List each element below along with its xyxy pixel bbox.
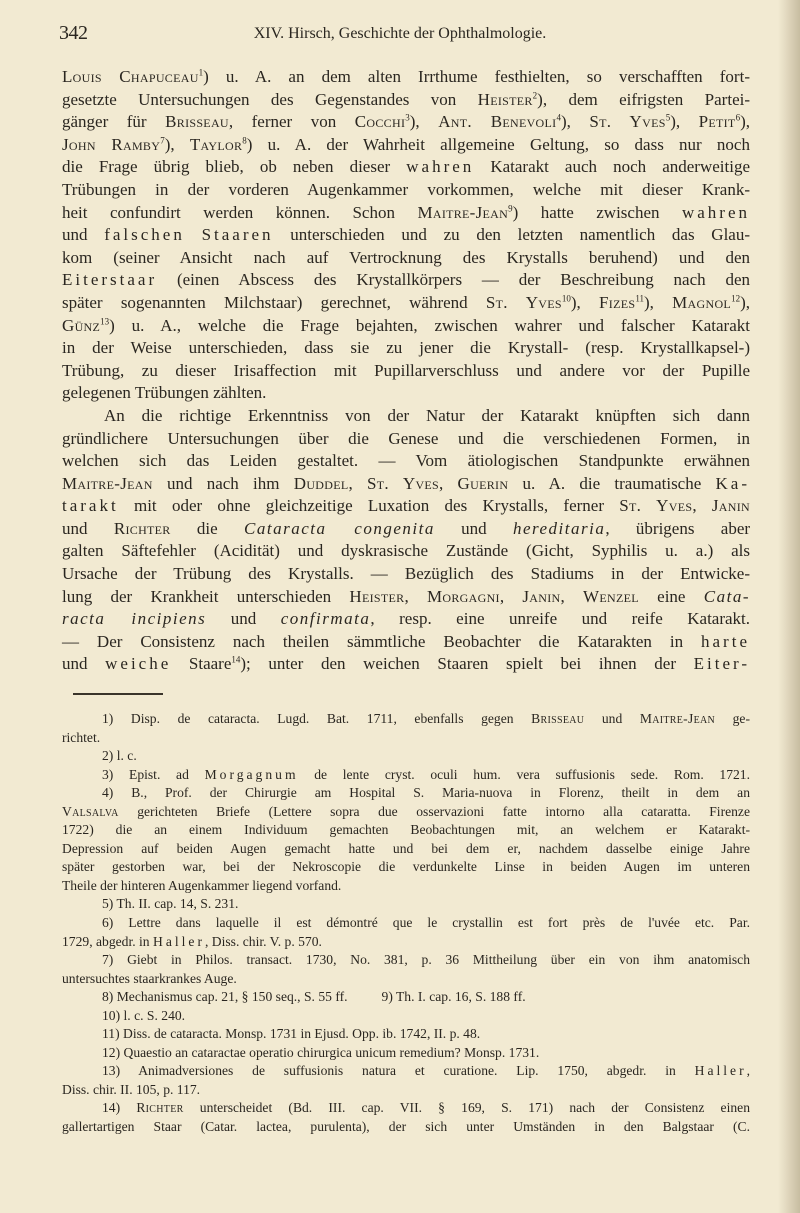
- footnote-separator: [73, 693, 163, 695]
- body-line: [62, 428, 750, 451]
- footnote-ref: 4: [556, 112, 561, 123]
- body-line: [62, 653, 750, 676]
- author-name: Brisseau: [531, 711, 585, 726]
- text-run: ),: [644, 292, 673, 312]
- footnote-line: [62, 803, 750, 822]
- footnote-ref: 9: [508, 202, 513, 213]
- author-name: Richter: [113, 518, 171, 538]
- text-run: Ka-: [715, 473, 751, 493]
- text-run: ) u. A., welche die Frage bejahten, zwischen wahrer und falscher Katarakt: [109, 315, 750, 335]
- footnote-line: [62, 710, 750, 729]
- body-line: [62, 179, 750, 202]
- text-run: 1) Disp. de cataracta. Lugd. Bat. 1711, ebenfalls gegen: [102, 711, 532, 726]
- text-run: untersuchtes staarkrankes Auge.: [62, 970, 237, 986]
- body-line: [62, 360, 750, 383]
- body-line: [62, 247, 750, 270]
- body-line: [62, 111, 750, 134]
- author-name: St. Yves: [619, 496, 693, 516]
- body-line: [62, 586, 750, 609]
- body-line: [62, 269, 750, 292]
- text-run: 13) Animadversiones de suffusionis natura et curatione. Lip. 1750, abgedr. in: [102, 1063, 695, 1079]
- body-line: [62, 608, 750, 631]
- text-run: welchen sich das Leiden gestaltet. — Vom ätiologischen Standpunkte erwähnen: [62, 451, 750, 471]
- text-run: später gestorben war, bei der Nekroscopie die verdunkelte Linse in beiden Augen im unteren: [62, 859, 750, 875]
- text-run: und: [206, 609, 281, 629]
- footnote-line: [62, 914, 750, 933]
- text-run: ),: [409, 112, 439, 132]
- text-run: ) u. A. der Wahrheit allgemeine Geltung, so dass nur noch: [246, 134, 750, 154]
- text-run: Eiterstaar: [62, 270, 158, 290]
- text-run: gallertartigen Staar (Catar. lactea, purulenta), der sich unter Umständen in den Balgstaar (C.: [62, 1119, 750, 1135]
- text-run: Theile der hinteren Augenkammer liegend vorfand.: [62, 877, 342, 893]
- text-run: und: [62, 518, 114, 538]
- text-run: ),: [164, 134, 190, 154]
- text-run: unterscheidet (Bd. III. cap. VII. § 169, S. 171) nach der Consistenz einen: [183, 1100, 750, 1116]
- author-name: Petit: [698, 112, 736, 132]
- text-run: confirmata: [280, 609, 371, 629]
- text-run: und: [434, 518, 513, 538]
- text-run: ),: [670, 112, 699, 132]
- author-name: Janin: [522, 586, 561, 606]
- author-name: Cocchi: [354, 112, 406, 132]
- footnote-line: [62, 840, 750, 859]
- text-run: 4) B., Prof. der Chirurgie am Hospital S. Maria-nuova in Florenz, theilt in dem an: [102, 785, 750, 801]
- footnote-ref: 11: [635, 293, 644, 304]
- body-line: [62, 631, 750, 654]
- footnote-line: [62, 988, 750, 1007]
- body-line: [62, 495, 750, 518]
- author-name: Heister: [349, 586, 405, 606]
- text-run: 10) l. c. S. 240.: [102, 1007, 186, 1023]
- text-run: unterschieden und zu den letzten namentlich das Glau-: [273, 225, 750, 245]
- text-run: falschen: [104, 225, 185, 245]
- running-title: XIV. Hirsch, Geschichte der Ophthalmologie.: [253, 25, 547, 42]
- footnote-line: [62, 1118, 750, 1137]
- text-run: wahren: [681, 202, 750, 222]
- footnote-ref: 12: [731, 293, 741, 304]
- text-run: Staare: [171, 654, 232, 674]
- text-run: Haller: [153, 933, 205, 949]
- footnote-line: [62, 1025, 750, 1044]
- text-run: [185, 225, 202, 244]
- author-name: Valsalva: [62, 803, 119, 819]
- text-run: Cataracta congenita: [244, 518, 435, 538]
- footnote-line: [62, 784, 750, 803]
- text-run: gesetzte Untersuchungen des Gegenstandes von: [62, 89, 478, 109]
- text-run: kom (seiner Ansicht nach auf Vertrocknung des Krystalls beruhend) und den: [62, 247, 750, 267]
- text-run: und: [62, 654, 106, 674]
- text-run: 8) Mechanismus cap. 21, § 150 seq., S. 55 ff.: [102, 989, 348, 1005]
- footnote-line: [62, 747, 750, 766]
- text-run: , Diss. chir. V. p. 570.: [204, 933, 322, 949]
- author-name: Maitre-Jean: [639, 711, 716, 726]
- text-run: 11) Diss. de cataracta. Monsp. 1731 in Ejusd. Opp. ib. 1742, II. p. 48.: [102, 1026, 481, 1042]
- text-run: 5) Th. II. cap. 14, S. 231.: [102, 896, 239, 912]
- footnote-line: [62, 1099, 750, 1118]
- body-line: [62, 66, 750, 89]
- author-name: Duddel: [293, 473, 349, 493]
- text-run: richtet.: [62, 729, 101, 745]
- page-edge-shadow: [778, 0, 800, 1213]
- text-run: ) hatte zwischen: [512, 202, 682, 222]
- author-name: Ant. Benevoli: [438, 112, 557, 132]
- text-run: ,: [560, 586, 584, 606]
- text-run: ); unter den weichen Staaren spielt bei ihnen der: [240, 654, 694, 674]
- footnote-line: [62, 1044, 750, 1063]
- author-name: St. Yves: [485, 292, 562, 312]
- footnote-ref: 13: [100, 315, 110, 326]
- author-name: Brisseau: [165, 112, 229, 132]
- text-run: gelegenen Trübungen zählten.: [62, 383, 267, 403]
- body-line: [62, 382, 750, 405]
- body-line: [62, 292, 750, 315]
- text-run: Cata-: [703, 586, 750, 606]
- body-text: [62, 66, 750, 676]
- footnote-line: [62, 877, 750, 896]
- body-line: [62, 156, 750, 179]
- text-run: u. A. die traumatische: [508, 473, 716, 493]
- text-run: ) u. A. an dem alten Irrthume festhielten, so verschafften fort-: [203, 67, 750, 86]
- footnote-line: [62, 1007, 750, 1026]
- body-line: [62, 337, 750, 360]
- text-run: 3) Epist. ad: [102, 766, 205, 782]
- text-run: Diss. chir. II. 105, p. 117.: [62, 1081, 201, 1097]
- footnote-ref: 10: [561, 293, 571, 304]
- text-run: , übrigens aber: [605, 518, 751, 538]
- text-run: wahren: [406, 157, 475, 177]
- text-run: ,: [499, 586, 523, 606]
- text-run: tarakt: [62, 496, 119, 516]
- footnote-line: [62, 1062, 750, 1081]
- text-run: Ursache der Trübung des Krystalls. — Bezüglich des Stadiums in der Entwicke-: [62, 564, 750, 584]
- text-run: ),: [740, 112, 750, 132]
- footnote-line: [62, 729, 750, 748]
- author-name: St. Yves: [589, 112, 666, 132]
- body-line: [62, 224, 750, 247]
- footnote-line: [62, 1081, 750, 1100]
- footnote-ref: 6: [735, 112, 741, 123]
- text-run: die Frage übrig blieb, ob neben dieser: [62, 157, 407, 177]
- text-run: und: [584, 711, 640, 726]
- author-name: Magnol: [672, 292, 732, 312]
- text-run: ,: [746, 1063, 750, 1079]
- text-run: gänger für: [62, 112, 166, 132]
- author-name: Heister: [477, 89, 533, 109]
- footnote-line: [62, 895, 750, 914]
- text-run: Haller: [694, 1063, 747, 1079]
- author-name: Taylor: [189, 134, 243, 154]
- text-run: 1722) die an einem Individuum gemachten Beobachtungen mit, an welchem er Katarakt-: [62, 822, 750, 838]
- text-run: racta incipiens: [62, 609, 207, 629]
- footnote-ref: 8: [242, 135, 247, 146]
- footnote-line: [62, 970, 750, 989]
- text-run: Morgagnum: [204, 766, 299, 782]
- text-run: Depression auf beiden Augen gemacht hatte und bei dem er, nachdem dasselbe einige Jahre: [62, 840, 750, 856]
- footnote-line: [62, 821, 750, 840]
- page-number: 342: [59, 22, 88, 44]
- body-line: [62, 518, 750, 541]
- text-run: ge-: [715, 711, 750, 726]
- text-run: eine: [638, 586, 704, 606]
- text-run: heit confundirt werden können. Schon: [62, 202, 418, 222]
- footnotes: [62, 710, 750, 1137]
- body-line: [62, 450, 750, 473]
- text-run: lung der Krankheit unterschieden: [62, 586, 350, 606]
- text-run: (einen Abscess des Krystallkörpers — der Beschreibung nach den: [157, 270, 750, 290]
- text-run: galten Säftefehler (Acidität) und dyskrasische Zustände (Gicht, Syphilis u. a.) als: [62, 541, 750, 561]
- text-run: Staaren: [201, 225, 274, 245]
- body-line: [62, 473, 750, 496]
- body-line: [62, 202, 750, 225]
- author-name: Wenzel: [583, 586, 639, 606]
- text-run: hereditaria: [512, 518, 606, 538]
- author-name: Günz: [62, 315, 101, 335]
- author-name: Richter: [136, 1100, 184, 1116]
- body-line: [62, 540, 750, 563]
- text-run: ,: [692, 496, 712, 516]
- text-run: gründlichere Untersuchungen über die Genese und die verschiedenen Formen, in: [62, 428, 750, 448]
- footnote-ref: 1: [198, 67, 204, 78]
- text-run: ), dem eifrigsten Partei-: [537, 89, 750, 109]
- body-line: [62, 405, 750, 428]
- text-run: Trübungen in der vorderen Augenkammer vorkommen, welche mit dieser Krank-: [62, 179, 750, 199]
- body-line: [62, 315, 750, 338]
- text-run: und: [62, 225, 105, 245]
- text-run: gerichteten Briefe (Lettere sopra due osservazioni fatte intorno alla cataratta. Firenze: [118, 803, 750, 819]
- footnote-ref: 14: [231, 654, 241, 665]
- text-run: 6) Lettre dans laquelle il est démontré que le crystallin est fort près de l'uvée etc. Par.: [102, 915, 750, 931]
- text-run: de lente cryst. oculi hum. vera suffusionis sede. Rom. 1721.: [298, 766, 750, 782]
- text-run: 9) Th. I. cap. 16, S. 188 ff.: [347, 989, 526, 1005]
- footnote-line: [62, 951, 750, 970]
- text-run: ),: [740, 292, 750, 312]
- author-name: Maitre-Jean: [417, 202, 509, 222]
- text-run: 1729, abgedr. in: [62, 933, 153, 949]
- author-name: Maitre-Jean: [62, 473, 153, 493]
- text-run: — Der Consistenz nach theilen sämmtliche Beobachter die Katarakten in: [62, 631, 702, 651]
- text-run: später sogenannten Milchstaar) gerechnet, während: [62, 292, 486, 312]
- text-run: die: [170, 518, 245, 538]
- author-name: Morgagni: [427, 586, 500, 606]
- text-run: weiche: [105, 654, 172, 674]
- footnote-line: [62, 858, 750, 877]
- text-run: in der Weise unterschieden, dass sie zu jener die Krystall- (resp. Krystallkapsel-): [62, 338, 750, 358]
- text-run: 2) l. c.: [102, 748, 137, 764]
- text-run: ),: [570, 292, 600, 312]
- author-name: Guerin: [457, 473, 509, 493]
- text-run: 12) Quaestio an cataractae operatio chirurgica unicum remedium? Monsp. 1731.: [102, 1044, 540, 1060]
- footnote-ref: 2: [532, 89, 538, 100]
- author-name: Fizes: [599, 292, 636, 312]
- text-run: Eiter-: [693, 654, 750, 674]
- text-run: , resp. eine unreife und reife Katarakt.: [370, 609, 751, 629]
- text-run: mit oder ohne gleichzeitige Luxation des Krystalls, ferner: [118, 496, 620, 516]
- body-line: [62, 134, 750, 157]
- text-run: 7) Giebt in Philos. transact. 1730, No. 381, p. 36 Mittheilung über ein von ihm anatomisch: [102, 952, 750, 968]
- author-name: St. Yves: [367, 473, 440, 493]
- footnote-line: [62, 933, 750, 952]
- text-run: ,: [348, 473, 368, 493]
- text-run: ,: [439, 473, 458, 493]
- body-line: [62, 89, 750, 112]
- footnote-ref: 7: [160, 135, 165, 146]
- text-run: und nach ihm: [152, 473, 294, 493]
- text-run: 14): [102, 1100, 137, 1116]
- author-name: John Ramby: [62, 134, 161, 154]
- text-run: ,: [404, 586, 427, 606]
- footnote-ref: 5: [665, 112, 671, 123]
- text-run: An die richtige Erkenntniss von der Natur der Katarakt knüpften sich dann: [104, 405, 750, 425]
- author-name: Louis Chapuceau: [62, 67, 199, 86]
- text-run: Katarakt auch noch anderweitige: [474, 157, 750, 177]
- footnote-ref: 3: [405, 112, 410, 123]
- text-run: , ferner von: [228, 112, 355, 132]
- text-run: harte: [701, 631, 750, 651]
- text-run: Trübung, zu dieser Irisaffection mit Pupillarverschluss und andere vor der Pupille: [62, 360, 750, 380]
- body-line: [62, 563, 750, 586]
- footnote-line: [62, 766, 750, 785]
- author-name: Janin: [711, 496, 751, 516]
- text-run: ),: [560, 112, 590, 132]
